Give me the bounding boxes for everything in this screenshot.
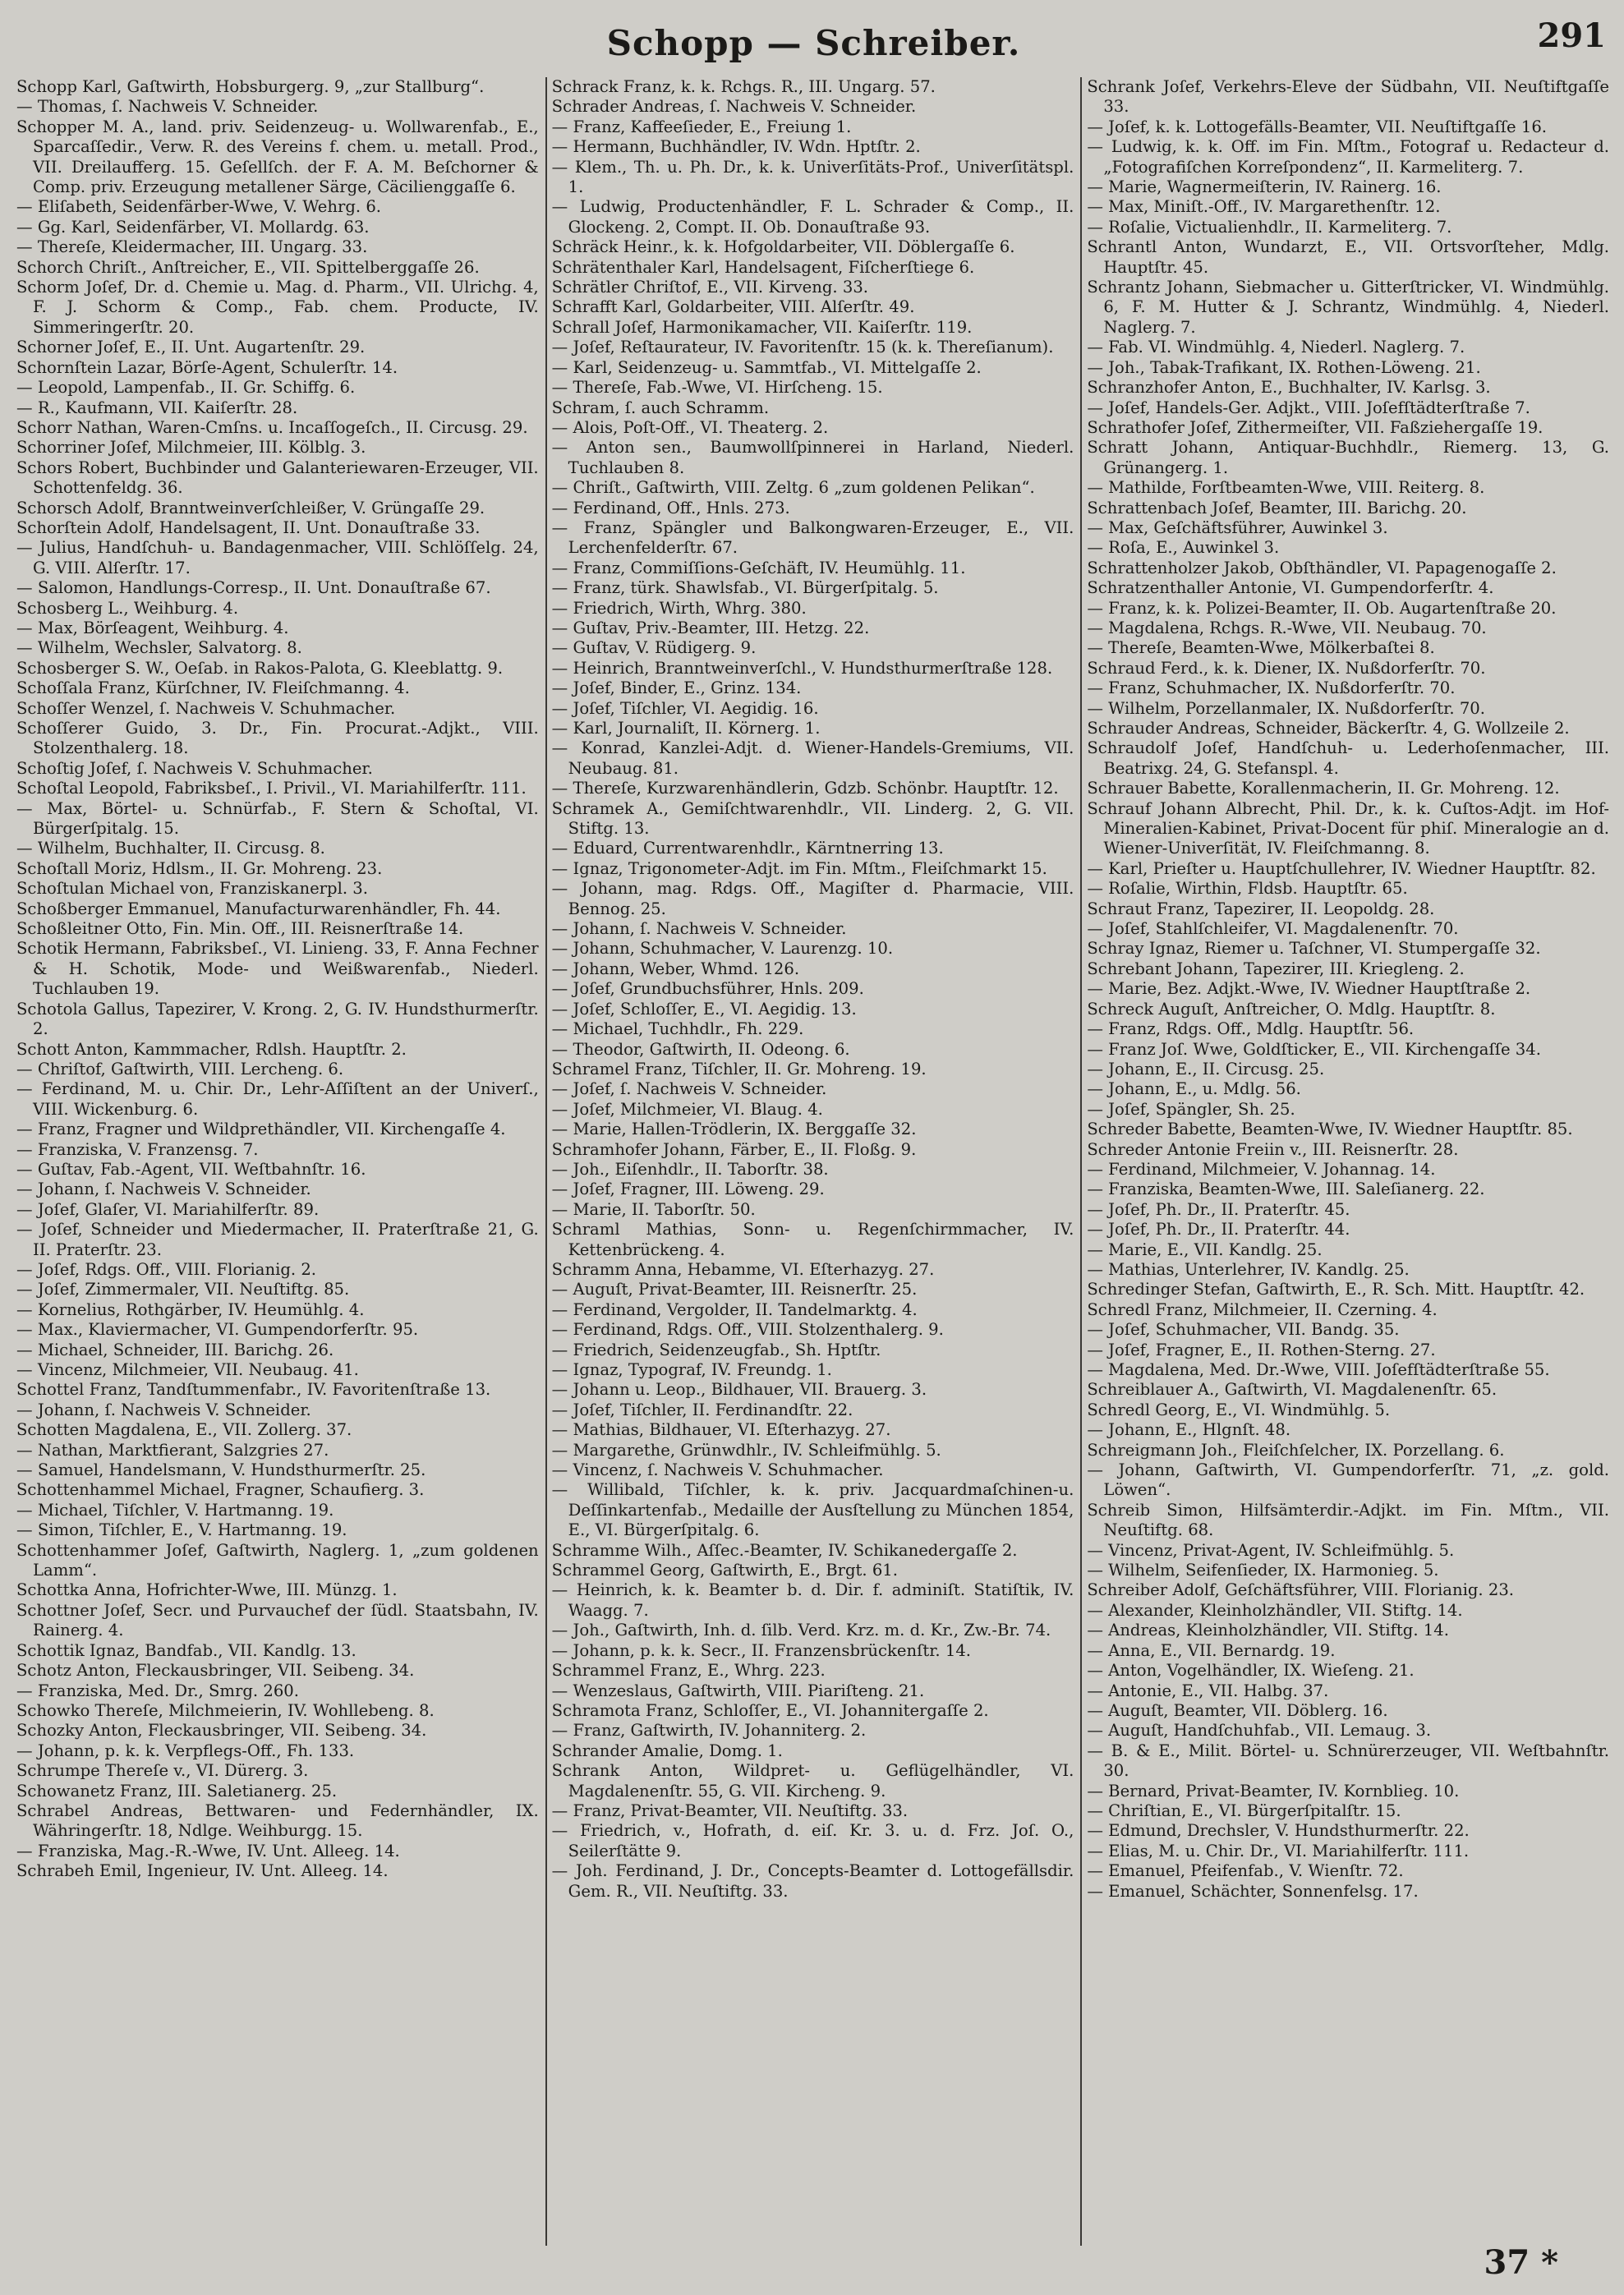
directory-entry: — Franz, Gaſtwirth, IV. Johanniterg. 2. bbox=[551, 1721, 867, 1741]
directory-entry: — Konrad, Kanzlei-Adjt. d. Wiener-Handels-Gremiums, VII. Neubaug. 81. bbox=[551, 738, 1074, 778]
directory-entry: — Franziska, Med. Dr., Smrg. 260. bbox=[16, 1681, 299, 1700]
directory-entry: — Vincenz, Privat-Agent, IV. Schleifmühlg. 5. bbox=[1087, 1540, 1455, 1560]
directory-entry: — Elias, M. u. Chir. Dr., VI. Mariahilferſtr. 111. bbox=[1087, 1841, 1470, 1860]
directory-entry: — Max, Miniſt.-Off., IV. Margarethenſtr. 12. bbox=[1087, 197, 1441, 217]
directory-entry: — Roſalie, Wirthin, Fldsb. Hauptſtr. 65. bbox=[1087, 879, 1408, 899]
directory-entry: — Johann, E., II. Circusg. 25. bbox=[1087, 1059, 1325, 1079]
directory-entry: — Max, Börtel- u. Schnürfab., F. Stern & Schoſtal, VI. Bürgerſpitalg. 15. bbox=[16, 798, 539, 839]
directory-entry: — Guſtav, Priv.-Beamter, III. Hetzg. 22. bbox=[551, 618, 870, 637]
directory-entry: Schrammel Franz, E., Whrg. 223. bbox=[551, 1661, 826, 1681]
directory-entry: Schoſtig Joſef, ſ. Nachweis V. Schuhmacher. bbox=[16, 758, 373, 778]
directory-entry: — Vincenz, ſ. Nachweis V. Schuhmacher. bbox=[551, 1460, 884, 1480]
directory-entry: — Joſef, Glaſer, VI. Mariahilferſtr. 89. bbox=[16, 1199, 320, 1219]
directory-entry: Schosberger S. W., Oeſab. in Rakos-Palota, G. Kleeblattg. 9. bbox=[16, 658, 504, 678]
directory-entry: — Johann, p. k. k. Secr., II. Franzensbrückenſtr. 14. bbox=[551, 1640, 972, 1660]
directory-entry: Schorr Nathan, Waren-Cmſns. u. Incaſſogeſch., II. Circusg. 29. bbox=[16, 417, 528, 437]
directory-entry: Schredl Georg, E., VI. Windmühlg. 5. bbox=[1087, 1400, 1391, 1419]
signature-mark: 37 * bbox=[1484, 2243, 1558, 2282]
directory-entry: — Max, Börſeagent, Weihburg. 4. bbox=[16, 618, 289, 637]
directory-entry: — Bernard, Privat-Beamter, IV. Kornblieg. 10. bbox=[1087, 1781, 1460, 1801]
directory-entry: — Andreas, Kleinholzhändler, VII. Stiftg. 14. bbox=[1087, 1621, 1449, 1640]
directory-entry: — Joſef, ſ. Nachweis V. Schneider. bbox=[551, 1079, 827, 1099]
directory-entry: — Roſa, E., Auwinkel 3. bbox=[1087, 538, 1280, 558]
directory-entry: — Gg. Karl, Seidenfärber, VI. Mollardg. 63. bbox=[16, 217, 370, 237]
directory-entry: Schoſtal Leopold, Fabriksbeſ., I. Privil., VI. Mariahilferſtr. 111. bbox=[16, 779, 527, 798]
directory-entry: — Wilhelm, Wechsler, Salvatorg. 8. bbox=[16, 638, 302, 658]
directory-entry: — Leopold, Lampenfab., II. Gr. Schiffg. 6. bbox=[16, 378, 356, 398]
directory-entry: — Hermann, Buchhändler, IV. Wdn. Hptſtr. 2. bbox=[551, 137, 921, 157]
directory-entry: — Michael, Tiſchler, V. Hartmanng. 19. bbox=[16, 1500, 334, 1520]
directory-entry: — Ferdinand, Rdgs. Off., VIII. Stolzenthalerg. 9. bbox=[551, 1320, 944, 1340]
directory-entry: Schreib Simon, Hilfsämterdir.-Adjkt. im Fin. Mſtm., VII. Neuſtiftg. 68. bbox=[1087, 1500, 1610, 1540]
directory-entry: Schreder Antonie Freiin v., III. Reisnerſtr. 28. bbox=[1087, 1139, 1459, 1159]
directory-entry: Schrafft Karl, Goldarbeiter, VIII. Alſerſtr. 49. bbox=[551, 297, 915, 317]
directory-entry: — Auguſt, Beamter, VII. Döblerg. 16. bbox=[1087, 1700, 1388, 1720]
directory-entry: — Marie, Wagnermeiſterin, IV. Rainerg. 16. bbox=[1087, 177, 1442, 197]
directory-entry: Schrattenbach Joſef, Beamter, III. Barichg. 20. bbox=[1087, 498, 1467, 517]
directory-entry: — Johann, E., u. Mdlg. 56. bbox=[1087, 1079, 1301, 1099]
directory-entry: — Johann, Schuhmacher, V. Laurenzg. 10. bbox=[551, 939, 894, 959]
directory-entry: Schoſſer Wenzel, ſ. Nachweis V. Schuhmacher. bbox=[16, 698, 396, 718]
column-2 bbox=[545, 77, 1081, 2246]
directory-entry: — Chriſtof, Gaſtwirth, VIII. Lercheng. 6. bbox=[16, 1059, 344, 1079]
directory-entry: Schorſtein Adolf, Handelsagent, II. Unt. Donauſtraße 33. bbox=[16, 517, 481, 537]
directory-entry: Schratzenthaller Antonie, VI. Gumpendorferſtr. 4. bbox=[1087, 578, 1494, 598]
directory-entry: Schorch Chriſt., Anſtreicher, E., VII. Spittelberggaſſe 26. bbox=[16, 257, 480, 277]
directory-entry: — Joſef, Schneider und Miedermacher, II. Praterſtraße 21, G. II. Praterſtr. 23. bbox=[16, 1220, 539, 1259]
directory-entry: — Johann, mag. Rdgs. Off., Magiſter d. Pharmacie, VIII. Bennog. 25. bbox=[551, 879, 1074, 918]
directory-entry: — Fab. VI. Windmühlg. 4, Niederl. Naglerg. 7. bbox=[1087, 338, 1465, 357]
directory-entry: — Franz, Schuhmacher, IX. Nußdorferſtr. 70. bbox=[1087, 678, 1456, 698]
directory-entry: — Klem., Th. u. Ph. Dr., k. k. Univerſitäts-Prof., Univerſitätspl. 1. bbox=[551, 157, 1074, 197]
directory-entry: — Ludwig, Productenhändler, F. L. Schrader & Comp., II. Glockeng. 2, Compt. II. Ob. Donauſtraße 93. bbox=[551, 197, 1074, 237]
directory-entry: Schrank Anton, Wildpret- u. Geflügelhändler, VI. Magdalenenſtr. 55, G. VII. Kircheng. 9. bbox=[551, 1761, 1074, 1801]
directory-entry: — Joſef, Rdgs. Off., VIII. Florianig. 2. bbox=[16, 1259, 317, 1279]
directory-entry: Schramme Wilh., Aſſec.-Beamter, IV. Schikanedergaſſe 2. bbox=[551, 1540, 1018, 1560]
directory-entry: Schrattenholzer Jakob, Obſthändler, VI. Papagenogaſſe 2. bbox=[1087, 558, 1557, 577]
directory-entry: Schraud Ferd., k. k. Diener, IX. Nußdorferſtr. 70. bbox=[1087, 658, 1486, 678]
directory-entry: — Joſef, Tiſchler, II. Ferdinandſtr. 22. bbox=[551, 1400, 853, 1419]
directory-entry: Schotik Hermann, Fabriksbeſ., VI. Linieng. 33, F. Anna Fechner & H. Schotik, Mode- und Weißwarenfab., Niederl. Tuchlauben 19. bbox=[16, 939, 539, 999]
directory-entry: — Franziska, Beamten-Wwe, III. Saleſianerg. 22. bbox=[1087, 1180, 1485, 1199]
directory-entry: — Mathilde, Forſtbeamten-Wwe, VIII. Reiterg. 8. bbox=[1087, 478, 1485, 498]
directory-entry: Schrätenthaler Karl, Handelsagent, Fiſcherſtiege 6. bbox=[551, 257, 975, 277]
directory-entry: Schreigmann Joh., Fleiſchſelcher, IX. Porzellang. 6. bbox=[1087, 1440, 1505, 1460]
directory-entry: — Ferdinand, Off., Hnls. 273. bbox=[551, 498, 790, 517]
directory-entry: — Margarethe, Grünwdhlr., IV. Schleifmühlg. 5. bbox=[551, 1440, 941, 1460]
directory-entry: Schozky Anton, Fleckausbringer, VII. Seibeng. 34. bbox=[16, 1721, 427, 1741]
directory-entry: — Karl, Seidenzeug- u. Sammtfab., VI. Mittelgaſſe 2. bbox=[551, 357, 982, 377]
directory-entry: — Franz, türk. Shawlsfab., VI. Bürgerſpitalg. 5. bbox=[551, 578, 939, 598]
directory-entry: — Emanuel, Schächter, Sonnenfelsg. 17. bbox=[1087, 1881, 1419, 1901]
directory-entry: — Eduard, Currentwarenhdlr., Kärntnerring 13. bbox=[551, 839, 944, 858]
directory-entry: — Johann, Gaſtwirth, VI. Gumpendorferſtr. 71, „z. gold. Löwen“. bbox=[1087, 1460, 1610, 1500]
directory-entry: — Joſef, Spängler, Sh. 25. bbox=[1087, 1099, 1295, 1119]
directory-entry: Schoſſerer Guido, 3. Dr., Fin. Procurat.-Adjkt., VIII. Stolzenthalerg. 18. bbox=[16, 719, 539, 758]
directory-entry: Schopp Karl, Gaſtwirth, Hobsburgerg. 9, „zur Stallburg“. bbox=[16, 77, 485, 96]
directory-entry: Schorm Joſef, Dr. d. Chemie u. Mag. d. Pharm., VII. Ulrichg. 4, F. J. Schorm & Comp., Fab. chem. Producte, IV. Simmeringerſtr. 20. bbox=[16, 278, 539, 337]
directory-entry: — B. & E., Milit. Börtel- u. Schnürerzeuger, VII. Weſtbahnſtr. 30. bbox=[1087, 1741, 1610, 1781]
directory-entry: — Joh., Gaſtwirth, Inh. d. ſilb. Verd. Krz. m. d. Kr., Zw.-Br. 74. bbox=[551, 1621, 1051, 1640]
directory-entry: — Wenzeslaus, Gaſtwirth, VIII. Piariſteng. 21. bbox=[551, 1681, 925, 1700]
directory-entry: — Joſef, Handels-Ger. Adjkt., VIII. Joſefſtädterſtraße 7. bbox=[1087, 398, 1530, 417]
directory-entry: — Johann, Weber, Whmd. 126. bbox=[551, 959, 800, 978]
directory-entry: Schottka Anna, Hofrichter-Wwe, III. Münzg. 1. bbox=[16, 1580, 398, 1600]
directory-entry: Schrätler Chriſtof, E., VII. Kirveng. 33. bbox=[551, 278, 869, 297]
directory-entry: — Joſef, Ph. Dr., II. Praterſtr. 45. bbox=[1087, 1199, 1350, 1219]
directory-entry: — Joſef, Binder, E., Grinz. 134. bbox=[551, 678, 802, 698]
directory-entry: Schrank Joſef, Verkehrs-Eleve der Südbahn, VII. Neuſtiftgaſſe 33. bbox=[1087, 77, 1610, 117]
directory-entry: — Johann, p. k. k. Verpflegs-Off., Fh. 133. bbox=[16, 1741, 355, 1760]
directory-entry: — Karl, Journaliſt, II. Körnerg. 1. bbox=[551, 719, 821, 738]
directory-entry: Schotola Gallus, Tapezirer, V. Krong. 2, G. IV. Hundsthurmerſtr. 2. bbox=[16, 999, 539, 1039]
column-3 bbox=[1080, 77, 1616, 2246]
directory-entry: — Edmund, Drechsler, V. Hundsthurmerſtr. 22. bbox=[1087, 1821, 1470, 1841]
directory-entry: Schrader Andreas, ſ. Nachweis V. Schneider. bbox=[551, 97, 917, 117]
directory-entry: Schottenhammel Michael, Fragner, Schaufierg. 3. bbox=[16, 1480, 425, 1500]
directory-entry: — Friedrich, Wirth, Whrg. 380. bbox=[551, 598, 807, 618]
directory-entry: Schreiblauer A., Gaſtwirth, VI. Magdalenenſtr. 65. bbox=[1087, 1380, 1497, 1400]
directory-entry: — Michael, Schneider, III. Barichg. 26. bbox=[16, 1340, 334, 1359]
directory-entry: — Joſef, Fragner, E., II. Rothen-Sterng. 27. bbox=[1087, 1340, 1436, 1359]
directory-entry: — Guſtav, V. Rüdigerg. 9. bbox=[551, 638, 757, 658]
directory-entry: — Joh. Ferdinand, J. Dr., Concepts-Beamter d. Lottogefällsdir. Gem. R., VII. Neuſtiftg. 33. bbox=[551, 1861, 1074, 1901]
directory-entry: Schowanetz Franz, III. Saletianerg. 25. bbox=[16, 1781, 338, 1801]
directory-entry: — Johann, E., Hlgnſt. 48. bbox=[1087, 1420, 1291, 1440]
directory-entry: — Johann, ſ. Nachweis V. Schneider. bbox=[551, 919, 847, 939]
directory-entry: Schotten Magdalena, E., VII. Zollerg. 37. bbox=[16, 1420, 352, 1440]
directory-entry: Schrabeh Emil, Ingenieur, IV. Unt. Alleeg. 14. bbox=[16, 1861, 389, 1881]
directory-entry: — Auguſt, Handſchuhfab., VII. Lemaug. 3. bbox=[1087, 1721, 1432, 1741]
directory-entry: — Mathias, Bildhauer, VI. Eſterhazyg. 27. bbox=[551, 1420, 891, 1440]
directory-entry: — Julius, Handſchuh- u. Bandagenmacher, VIII. Schlöſſelg. 24, G. VIII. Alſerſtr. 17. bbox=[16, 538, 539, 577]
directory-entry: — Franz, Commiſſions-Geſchäft, IV. Heumühlg. 11. bbox=[551, 558, 966, 577]
directory-entry: — Ferdinand, M. u. Chir. Dr., Lehr-Aſſiſtent an der Univerſ., VIII. Wickenburg. 6. bbox=[16, 1079, 539, 1119]
directory-entry: — Anton sen., Baumwollſpinnerei in Harland, Niederl. Tuchlauben 8. bbox=[551, 438, 1074, 477]
directory-entry: Schottik Ignaz, Bandfab., VII. Kandlg. 13. bbox=[16, 1640, 357, 1660]
directory-entry: — Ignaz, Trigonometer-Adjt. im Fin. Mſtm., Fleiſchmarkt 15. bbox=[551, 858, 1047, 878]
directory-entry: Schramel Franz, Tiſchler, II. Gr. Mohreng. 19. bbox=[551, 1059, 927, 1079]
directory-entry: — Mathias, Unterlehrer, IV. Kandlg. 25. bbox=[1087, 1259, 1410, 1279]
directory-entry: — Thereſe, Fab.-Wwe, VI. Hirſcheng. 15. bbox=[551, 378, 883, 398]
directory-entry: — R., Kaufmann, VII. Kaiſerſtr. 28. bbox=[16, 398, 298, 417]
column-1 bbox=[12, 77, 545, 2246]
directory-entry: Schrall Joſef, Harmonikamacher, VII. Kaiſerſtr. 119. bbox=[551, 317, 973, 337]
directory-entry: — Anna, E., VII. Bernardg. 19. bbox=[1087, 1640, 1336, 1660]
directory-entry: — Roſalie, Victualienhdlr., II. Karmeliterg. 7. bbox=[1087, 217, 1452, 237]
directory-entry: — Emanuel, Pfeifenfab., V. Wienſtr. 72. bbox=[1087, 1861, 1404, 1881]
directory-entry: — Joh., Eiſenhdlr., II. Taborſtr. 38. bbox=[551, 1159, 829, 1179]
directory-entry: Schray Ignaz, Riemer u. Taſchner, VI. Stumpergaſſe 32. bbox=[1087, 939, 1541, 959]
directory-entry: — Chriſt., Gaſtwirth, VIII. Zeltg. 6 „zum goldenen Pelikan“. bbox=[551, 478, 1035, 498]
text-columns bbox=[12, 77, 1616, 2246]
directory-entry: — Franz, Privat-Beamter, VII. Neuſtiftg. 33. bbox=[551, 1801, 909, 1820]
directory-entry: — Friedrich, v., Hofrath, d. eiſ. Kr. 3. u. d. Frz. Joſ. O., Seilerſtätte 9. bbox=[551, 1821, 1074, 1860]
directory-entry: Schredinger Stefan, Gaſtwirth, E., R. Sch. Mitt. Hauptſtr. 42. bbox=[1087, 1280, 1585, 1299]
directory-entry: Schrauer Babette, Korallenmacherin, II. Gr. Mohreng. 12. bbox=[1087, 779, 1560, 798]
page-header bbox=[12, 15, 1616, 66]
directory-entry: Schornſtein Lazar, Börſe-Agent, Schulerſtr. 14. bbox=[16, 357, 398, 377]
directory-entry: — Anton, Vogelhändler, IX. Wieſeng. 21. bbox=[1087, 1661, 1415, 1681]
directory-entry: Schottner Joſef, Secr. und Purvauchef der ſüdl. Staatsbahn, IV. Rainerg. 4. bbox=[16, 1600, 539, 1640]
directory-entry: — Guſtav, Fab.-Agent, VII. Weſtbahnſtr. 16. bbox=[16, 1159, 366, 1179]
directory-entry: — Marie, Bez. Adjkt.-Wwe, IV. Wiedner Hauptſtraße 2. bbox=[1087, 979, 1531, 999]
directory-entry: — Joſef, Milchmeier, VI. Blaug. 4. bbox=[551, 1099, 823, 1119]
directory-entry: Schotz Anton, Fleckausbringer, VII. Seibeng. 34. bbox=[16, 1661, 415, 1681]
directory-entry: Schramota Franz, Schloſſer, E., VI. Johannitergaſſe 2. bbox=[551, 1700, 989, 1720]
directory-entry: Schoſtall Moriz, Hdlsm., II. Gr. Mohreng. 23. bbox=[16, 858, 383, 878]
directory-entry: — Thereſe, Beamten-Wwe, Mölkerbaſtei 8. bbox=[1087, 638, 1435, 658]
directory-entry: — Ignaz, Typograf, IV. Freundg. 1. bbox=[551, 1360, 832, 1379]
directory-entry: Schopper M. A., land. priv. Seidenzeug- u. Wollwarenfab., E., Sparcaſſedir., Verw. R. des Vereins f. chem. u. metall. Prod., VII. Dreilaufferg. 15. Geſellſch. der F. A. M. Beſchorner & Comp. priv. Erzeugung metallener Särge, Cäcilienggaſſe 6. bbox=[16, 117, 539, 197]
directory-entry: — Joſef, Ph. Dr., II. Praterſtr. 44. bbox=[1087, 1220, 1350, 1239]
directory-entry: — Johann, ſ. Nachweis V. Schneider. bbox=[16, 1180, 311, 1199]
directory-entry: — Johann, ſ. Nachweis V. Schneider. bbox=[16, 1400, 311, 1419]
directory-entry: — Joſef, Tiſchler, VI. Aegidig. 16. bbox=[551, 698, 819, 718]
directory-entry: Schrauf Johann Albrecht, Phil. Dr., k. k. Cuſtos-Adjt. im Hof-Mineralien-Kabinet, Privat-Docent für phiſ. Mineralogie an d. Wiener-Univerſität, IV. Fleiſchmanng. 8. bbox=[1087, 798, 1610, 858]
directory-entry: Schräck Heinr., k. k. Hofgoldarbeiter, VII. Döblergaſſe 6. bbox=[551, 237, 1015, 257]
directory-entry: — Max., Klaviermacher, VI. Gumpendorferſtr. 95. bbox=[16, 1320, 419, 1340]
directory-entry: — Joſef, Reſtaurateur, IV. Favoritenſtr. 15 (k. k. Thereſianum). bbox=[551, 338, 1054, 357]
directory-entry: — Auguſt, Privat-Beamter, III. Reisnerſtr. 25. bbox=[551, 1280, 918, 1299]
directory-entry: — Ludwig, k. k. Off. im Fin. Mſtm., Fotograf u. Redacteur d. „Fotografiſchen Korreſpondenz“, II. Karmeliterg. 7. bbox=[1087, 137, 1610, 177]
directory-entry: — Magdalena, Med. Dr.-Wwe, VIII. Joſefſtädterſtraße 55. bbox=[1087, 1360, 1550, 1379]
directory-entry: — Johann u. Leop., Bildhauer, VII. Brauerg. 3. bbox=[551, 1380, 927, 1400]
directory-entry: Schott Anton, Kammmacher, Rdlsh. Hauptſtr. 2. bbox=[16, 1039, 407, 1059]
directory-entry: — Chriſtian, E., VI. Bürgerſpitalſtr. 15. bbox=[1087, 1801, 1401, 1820]
directory-entry: Schoßberger Emmanuel, Manufacturwarenhändler, Fh. 44. bbox=[16, 899, 501, 918]
directory-entry: — Joh., Tabak-Trafikant, IX. Rothen-Löweng. 21. bbox=[1087, 357, 1481, 377]
directory-entry: — Ferdinand, Vergolder, II. Tandelmarktg. 4. bbox=[551, 1299, 918, 1319]
directory-entry: — Franz, k. k. Polizei-Beamter, II. Ob. Augartenſtraße 20. bbox=[1087, 598, 1557, 618]
directory-entry: Schraut Franz, Tapezirer, II. Leopoldg. 28. bbox=[1087, 899, 1435, 918]
directory-entry: — Franz, Fragner und Wildprethändler, VII. Kirchengaſſe 4. bbox=[16, 1120, 506, 1139]
directory-entry: Schorriner Joſef, Milchmeier, III. Kölblg. 3. bbox=[16, 438, 366, 458]
directory-entry: — Marie, Hallen-Trödlerin, IX. Berggaſſe 32. bbox=[551, 1120, 917, 1139]
directory-entry: Schraudolf Joſef, Handſchuh- u. Lederhoſenmacher, III. Beatrixg. 24, G. Stefanspl. 4. bbox=[1087, 738, 1610, 778]
directory-entry: Schottel Franz, Tandſtummenfabr., IV. Favoritenſtraße 13. bbox=[16, 1380, 491, 1400]
directory-entry: — Franziska, V. Franzensg. 7. bbox=[16, 1139, 259, 1159]
directory-entry: — Joſef, Stahlſchleifer, VI. Magdalenenſtr. 70. bbox=[1087, 919, 1459, 939]
directory-entry: Schrantl Anton, Wundarzt, E., VII. Ortsvorſteher, Mdlg. Hauptſtr. 45. bbox=[1087, 237, 1610, 277]
directory-entry: Schreder Babette, Beamten-Wwe, IV. Wiedner Hauptſtr. 85. bbox=[1087, 1120, 1573, 1139]
directory-entry: — Michael, Tuchhdlr., Fh. 229. bbox=[551, 1019, 804, 1039]
directory-entry: Schramhofer Johann, Färber, E., II. Floßg. 9. bbox=[551, 1139, 917, 1159]
directory-entry: — Ferdinand, Milchmeier, V. Johannag. 14. bbox=[1087, 1159, 1436, 1179]
directory-entry: — Joſef, Fragner, III. Löweng. 29. bbox=[551, 1180, 825, 1199]
running-title: Schopp — Schreiber. bbox=[606, 23, 1021, 63]
directory-entry: — Joſef, Schuhmacher, VII. Bandg. 35. bbox=[1087, 1320, 1400, 1340]
directory-entry: Schramek A., Gemiſchtwarenhdlr., VII. Linderg. 2, G. VII. Stiftg. 13. bbox=[551, 798, 1074, 839]
directory-entry: — Joſef, k. k. Lottogefälls-Beamter, VII. Neuſtiftgaſſe 16. bbox=[1087, 117, 1548, 136]
directory-entry: — Wilhelm, Buchhalter, II. Circusg. 8. bbox=[16, 839, 325, 858]
directory-entry: — Franziska, Mag.-R.-Wwe, IV. Unt. Alleeg. 14. bbox=[16, 1841, 400, 1860]
page-number: 291 bbox=[1537, 16, 1606, 55]
directory-entry: Schrammel Georg, Gaſtwirth, E., Brgt. 61. bbox=[551, 1561, 898, 1580]
directory-entry: — Franz, Kaffeeſieder, E., Freiung 1. bbox=[551, 117, 852, 136]
directory-entry: Schratt Johann, Antiquar-Buchhdlr., Riemerg. 13, G. Grünangerg. 1. bbox=[1087, 438, 1610, 477]
directory-entry: Schranzhofer Anton, E., Buchhalter, IV. Karlsg. 3. bbox=[1087, 378, 1491, 398]
directory-entry: — Max, Geſchäftsführer, Auwinkel 3. bbox=[1087, 517, 1388, 537]
directory-entry: Schrabel Andreas, Bettwaren- und Federnhändler, IX. Währingerſtr. 18, Ndlge. Weihburgg. 15. bbox=[16, 1801, 539, 1841]
directory-entry: — Salomon, Handlungs-Corresp., II. Unt. Donauſtraße 67. bbox=[16, 578, 491, 598]
directory-entry: Schreiber Adolf, Geſchäftsführer, VIII. Florianig. 23. bbox=[1087, 1580, 1515, 1600]
directory-entry: — Heinrich, Branntweinverſchl., V. Hundsthurmerſtraße 128. bbox=[551, 658, 1053, 678]
directory-entry: Schoſſala Franz, Kürſchner, IV. Fleiſchmanng. 4. bbox=[16, 678, 410, 698]
directory-entry: Schorner Joſef, E., II. Unt. Augartenſtr. 29. bbox=[16, 338, 366, 357]
directory-entry: — Magdalena, Rchgs. R.-Wwe, VII. Neubaug. 70. bbox=[1087, 618, 1487, 637]
directory-entry: Schreck Auguſt, Anſtreicher, O. Mdlg. Hauptſtr. 8. bbox=[1087, 999, 1496, 1019]
directory-entry: — Wilhelm, Seifenſieder, IX. Harmonieg. 5. bbox=[1087, 1561, 1439, 1580]
directory-entry: — Alexander, Kleinholzhändler, VII. Stiftg. 14. bbox=[1087, 1600, 1463, 1620]
directory-entry: Schrauder Andreas, Schneider, Bäckerſtr. 4, G. Wollzeile 2. bbox=[1087, 719, 1570, 738]
directory-entry: Schrumpe Thereſe v., VI. Dürerg. 3. bbox=[16, 1761, 309, 1781]
directory-entry: Schredl Franz, Milchmeier, II. Czerning. 4. bbox=[1087, 1299, 1438, 1319]
directory-entry: — Marie, II. Taborſtr. 50. bbox=[551, 1199, 756, 1219]
directory-entry: Schraml Mathias, Sonn- u. Regenſchirmmacher, IV. Kettenbrückeng. 4. bbox=[551, 1220, 1074, 1259]
directory-entry: — Samuel, Handelsmann, V. Hundsthurmerſtr. 25. bbox=[16, 1460, 426, 1480]
directory-entry: Schrathofer Joſef, Zithermeiſter, VII. Faßziehergaſſe 19. bbox=[1087, 417, 1543, 437]
directory-entry: — Eliſabeth, Seidenfärber-Wwe, V. Wehrg. 6. bbox=[16, 197, 382, 217]
directory-entry: Schramm Anna, Hebamme, VI. Eſterhazyg. 27. bbox=[551, 1259, 935, 1279]
directory-entry: — Wilhelm, Porzellanmaler, IX. Nußdorferſtr. 70. bbox=[1087, 698, 1485, 718]
directory-entry: — Franz, Rdgs. Off., Mdlg. Hauptſtr. 56. bbox=[1087, 1019, 1415, 1039]
directory-entry: — Antonie, E., VII. Halbg. 37. bbox=[1087, 1681, 1329, 1700]
directory-entry: Schrebant Johann, Tapezirer, III. Kriegleng. 2. bbox=[1087, 959, 1465, 978]
directory-entry: — Kornelius, Rothgärber, IV. Heumühlg. 4. bbox=[16, 1299, 365, 1319]
directory-entry: — Simon, Tiſchler, E., V. Hartmanng. 19. bbox=[16, 1520, 347, 1540]
directory-entry: — Thomas, ſ. Nachweis V. Schneider. bbox=[16, 97, 319, 117]
directory-entry: Schram, ſ. auch Schramm. bbox=[551, 398, 770, 417]
directory-entry: — Willibald, Tiſchler, k. k. priv. Jacquardmaſchinen-u. Deſſinkartenfab., Medaille der Ausſtellung zu München 1854, E., VI. Bürgerſpitalg. 6. bbox=[551, 1480, 1074, 1540]
directory-entry: — Theodor, Gaſtwirth, II. Odeong. 6. bbox=[551, 1039, 850, 1059]
directory-entry: Schorsch Adolf, Branntweinverſchleißer, V. Grüngaſſe 29. bbox=[16, 498, 485, 517]
directory-entry: — Heinrich, k. k. Beamter b. d. Dir. f. adminiſt. Statiſtik, IV. Waagg. 7. bbox=[551, 1580, 1074, 1620]
directory-entry: — Franz Joſ. Wwe, Goldſticker, E., VII. Kirchengaſſe 34. bbox=[1087, 1039, 1541, 1059]
directory-entry: Schowko Thereſe, Milchmeierin, IV. Wohllebeng. 8. bbox=[16, 1700, 435, 1720]
directory-entry: Schors Robert, Buchbinder und Galanteriewaren-Erzeuger, VII. Schottenfeldg. 36. bbox=[16, 458, 539, 498]
directory-entry: Schrander Amalie, Domg. 1. bbox=[551, 1741, 783, 1760]
directory-entry: — Joſef, Schloſſer, E., VI. Aegidig. 13. bbox=[551, 999, 857, 1019]
directory-entry: Schrack Franz, k. k. Rchgs. R., III. Ungarg. 57. bbox=[551, 77, 936, 96]
directory-entry: Schoßleitner Otto, Fin. Min. Off., III. Reisnerſtraße 14. bbox=[16, 919, 464, 939]
directory-entry: — Franz, Spängler und Balkongwaren-Erzeuger, E., VII. Lerchenfelderſtr. 67. bbox=[551, 517, 1074, 558]
directory-entry: — Karl, Prieſter u. Hauptſchullehrer, IV. Wiedner Hauptſtr. 82. bbox=[1087, 858, 1596, 878]
directory-entry: — Nathan, Marktfierant, Salzgries 27. bbox=[16, 1440, 329, 1460]
directory-entry: Schrantz Johann, Siebmacher u. Gitterſtricker, VI. Windmühlg. 6, F. M. Hutter & J. Schrantz, Windmühlg. 4, Niederl. Naglerg. 7. bbox=[1087, 278, 1610, 337]
directory-entry: — Joſef, Grundbuchsführer, Hnls. 209. bbox=[551, 979, 864, 999]
directory-entry: — Joſef, Zimmermaler, VII. Neuſtiftg. 85. bbox=[16, 1280, 350, 1299]
directory-entry: — Thereſe, Kurzwarenhändlerin, Gdzb. Schönbr. Hauptſtr. 12. bbox=[551, 779, 1059, 798]
directory-entry: — Friedrich, Seidenzeugfab., Sh. Hptſtr. bbox=[551, 1340, 881, 1359]
directory-entry: — Marie, E., VII. Kandlg. 25. bbox=[1087, 1239, 1323, 1259]
directory-entry: — Thereſe, Kleidermacher, III. Ungarg. 33. bbox=[16, 237, 368, 257]
directory-entry: Schoſtulan Michael von, Franziskanerpl. 3. bbox=[16, 879, 368, 899]
directory-entry: Schottenhammer Joſef, Gaſtwirth, Naglerg. 1, „zum goldenen Lamm“. bbox=[16, 1540, 539, 1580]
directory-entry: — Vincenz, Milchmeier, VII. Neubaug. 41. bbox=[16, 1360, 359, 1379]
directory-entry: — Alois, Poſt-Off., VI. Theaterg. 2. bbox=[551, 417, 829, 437]
directory-entry: Schosberg L., Weihburg. 4. bbox=[16, 598, 239, 618]
